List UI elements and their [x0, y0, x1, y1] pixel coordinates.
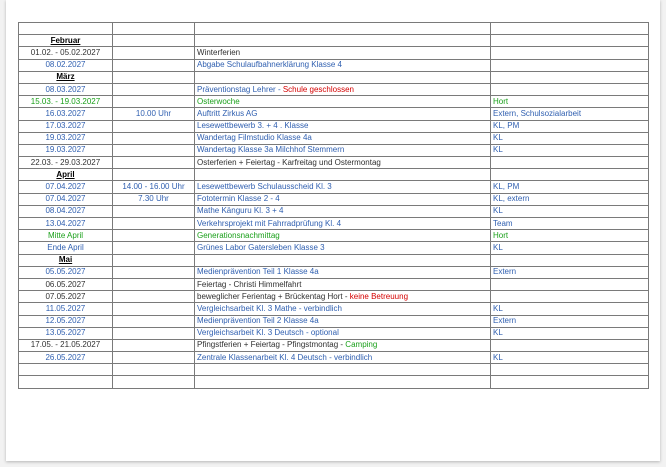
- cell-text: 08.04.2027: [45, 206, 86, 216]
- month-heading: Februar: [50, 35, 81, 45]
- responsible-cell: [491, 278, 649, 290]
- cell-text: Hort: [493, 96, 509, 106]
- responsible-cell: [491, 157, 649, 169]
- cell-text: KL: [493, 242, 503, 252]
- responsible-cell: [491, 376, 649, 388]
- event-cell: [195, 157, 491, 169]
- cell-text: beweglicher Ferientag + Brückentag Hort -: [197, 291, 350, 301]
- cell-text: Feiertag - Christi Himmelfahrt: [197, 279, 302, 289]
- event-cell: [195, 315, 491, 327]
- event-cell: [195, 291, 491, 303]
- date-cell: [19, 254, 113, 266]
- responsible-cell: [491, 230, 649, 242]
- responsible-cell: [491, 83, 649, 95]
- cell-text: 13.05.2027: [45, 328, 86, 338]
- responsible-cell: [491, 35, 649, 47]
- cell-text: Osterferien + Feiertag - Karfreitag und Ostermontag: [197, 157, 381, 167]
- date-cell: [19, 157, 113, 169]
- schedule-table-body: [19, 23, 649, 389]
- cell-text: Vergleichsarbeit Kl. 3 Deutsch - optional: [197, 328, 339, 338]
- cell-text: 14.00 - 16.00 Uhr: [122, 182, 185, 192]
- responsible-cell: [491, 47, 649, 59]
- cell-text: keine Betreuung: [349, 291, 409, 301]
- cell-text: KL: [493, 145, 503, 155]
- time-cell: [113, 254, 195, 266]
- event-cell: [195, 266, 491, 278]
- cell-text: Extern: [493, 267, 517, 277]
- event-cell: [195, 278, 491, 290]
- table-row: [19, 364, 649, 376]
- table-row: [19, 47, 649, 59]
- responsible-cell: [491, 108, 649, 120]
- cell-text: 08.02.2027: [45, 60, 86, 70]
- schedule-table: [18, 22, 649, 389]
- event-cell: [195, 230, 491, 242]
- responsible-cell: [491, 254, 649, 266]
- table-row: [19, 327, 649, 339]
- table-row: [19, 291, 649, 303]
- document-page: [6, 0, 660, 461]
- month-header-row: [19, 35, 649, 47]
- month-header-row: [19, 71, 649, 83]
- time-cell: [113, 278, 195, 290]
- cell-text: 07.04.2027: [45, 194, 86, 204]
- table-row: [19, 23, 649, 35]
- date-cell: [19, 242, 113, 254]
- date-cell: [19, 144, 113, 156]
- cell-text: 22.03. - 29.03.2027: [30, 157, 101, 167]
- date-cell: [19, 339, 113, 351]
- table-row: [19, 83, 649, 95]
- event-cell: [195, 96, 491, 108]
- cell-text: 17.05. - 21.05.2027: [30, 340, 101, 350]
- table-row: [19, 193, 649, 205]
- time-cell: [113, 169, 195, 181]
- cell-text: 10.00 Uhr: [135, 108, 172, 118]
- cell-text: 06.05.2027: [45, 279, 86, 289]
- table-row: [19, 108, 649, 120]
- cell-text: Team: [493, 218, 513, 228]
- event-cell: [195, 242, 491, 254]
- cell-text: Schule geschlossen: [282, 84, 354, 94]
- time-cell: [113, 47, 195, 59]
- cell-text: 08.03.2027: [45, 84, 86, 94]
- cell-text: 17.03.2027: [45, 121, 86, 131]
- cell-text: KL, PM: [493, 121, 520, 131]
- responsible-cell: [491, 205, 649, 217]
- cell-text: Mitte April: [47, 230, 84, 240]
- table-row: [19, 144, 649, 156]
- date-cell: [19, 303, 113, 315]
- event-cell: [195, 108, 491, 120]
- time-cell: [113, 144, 195, 156]
- cell-text: Abgabe Schulaufbahnerklärung Klasse 4: [197, 60, 342, 70]
- date-cell: [19, 108, 113, 120]
- event-cell: [195, 193, 491, 205]
- table-row: [19, 59, 649, 71]
- table-row: [19, 230, 649, 242]
- date-cell: [19, 83, 113, 95]
- event-cell: [195, 364, 491, 376]
- cell-text: Hort: [493, 230, 509, 240]
- date-cell: [19, 291, 113, 303]
- table-row: [19, 266, 649, 278]
- cell-text: 01.02. - 05.02.2027: [30, 47, 101, 57]
- event-cell: [195, 218, 491, 230]
- time-cell: [113, 291, 195, 303]
- responsible-cell: [491, 96, 649, 108]
- table-row: [19, 96, 649, 108]
- time-cell: [113, 59, 195, 71]
- cell-text: 13.04.2027: [45, 218, 86, 228]
- cell-text: Fototermin Klasse 2 - 4: [197, 194, 280, 204]
- time-cell: [113, 242, 195, 254]
- table-row: [19, 352, 649, 364]
- time-cell: [113, 71, 195, 83]
- cell-text: 19.03.2027: [45, 133, 86, 143]
- time-cell: [113, 339, 195, 351]
- cell-text: Medienprävention Teil 1 Klasse 4a: [197, 267, 319, 277]
- event-cell: [195, 83, 491, 95]
- cell-text: Präventionstag Lehrer -: [197, 84, 283, 94]
- cell-text: 15.03. - 19.03.2027: [30, 96, 101, 106]
- date-cell: [19, 364, 113, 376]
- table-row: [19, 315, 649, 327]
- cell-text: Extern, Schulsozialarbeit: [493, 108, 582, 118]
- event-cell: [195, 35, 491, 47]
- responsible-cell: [491, 352, 649, 364]
- time-cell: [113, 157, 195, 169]
- date-cell: [19, 132, 113, 144]
- responsible-cell: [491, 266, 649, 278]
- cell-text: KL: [493, 303, 503, 313]
- event-cell: [195, 352, 491, 364]
- event-cell: [195, 169, 491, 181]
- cell-text: Camping: [345, 340, 378, 350]
- cell-text: 05.05.2027: [45, 267, 86, 277]
- date-cell: [19, 327, 113, 339]
- cell-text: 07.04.2027: [45, 182, 86, 192]
- responsible-cell: [491, 132, 649, 144]
- time-cell: [113, 364, 195, 376]
- table-row: [19, 120, 649, 132]
- table-row: [19, 132, 649, 144]
- event-cell: [195, 376, 491, 388]
- time-cell: [113, 218, 195, 230]
- responsible-cell: [491, 242, 649, 254]
- month-heading: März: [56, 72, 75, 82]
- cell-text: 11.05.2027: [45, 303, 86, 313]
- cell-text: Ende April: [47, 242, 84, 252]
- responsible-cell: [491, 291, 649, 303]
- responsible-cell: [491, 181, 649, 193]
- cell-text: KL: [493, 206, 503, 216]
- time-cell: [113, 205, 195, 217]
- date-cell: [19, 352, 113, 364]
- date-cell: [19, 47, 113, 59]
- cell-text: Pfingstferien + Feiertag - Pfingstmontag -: [197, 340, 346, 350]
- event-cell: [195, 47, 491, 59]
- cell-text: Extern: [493, 316, 517, 326]
- cell-text: 19.03.2027: [45, 145, 86, 155]
- date-cell: [19, 266, 113, 278]
- responsible-cell: [491, 59, 649, 71]
- time-cell: [113, 315, 195, 327]
- table-row: [19, 376, 649, 388]
- cell-text: Lesewettbewerb 3. + 4 . Klasse: [197, 121, 309, 131]
- responsible-cell: [491, 364, 649, 376]
- time-cell: [113, 230, 195, 242]
- table-row: [19, 303, 649, 315]
- cell-text: Auftritt Zirkus AG: [197, 108, 258, 118]
- table-row: [19, 242, 649, 254]
- table-row: [19, 218, 649, 230]
- date-cell: [19, 59, 113, 71]
- time-cell: [113, 35, 195, 47]
- date-cell: [19, 376, 113, 388]
- table-row: [19, 205, 649, 217]
- cell-text: Vergleichsarbeit Kl. 3 Mathe - verbindlich: [197, 303, 342, 313]
- time-cell: [113, 96, 195, 108]
- date-cell: [19, 181, 113, 193]
- time-cell: [113, 266, 195, 278]
- responsible-cell: [491, 120, 649, 132]
- responsible-cell: [491, 71, 649, 83]
- time-cell: [113, 327, 195, 339]
- month-header-row: [19, 169, 649, 181]
- cell-text: Medienprävention Teil 2 Klasse 4a: [197, 316, 319, 326]
- time-cell: [113, 303, 195, 315]
- responsible-cell: [491, 339, 649, 351]
- event-cell: [195, 120, 491, 132]
- table-row: [19, 157, 649, 169]
- responsible-cell: [491, 23, 649, 35]
- date-cell: [19, 205, 113, 217]
- cell-text: KL, PM: [493, 182, 520, 192]
- responsible-cell: [491, 144, 649, 156]
- cell-text: KL: [493, 352, 503, 362]
- date-cell: [19, 315, 113, 327]
- cell-text: Zentrale Klassenarbeit Kl. 4 Deutsch - verbindlich: [197, 352, 373, 362]
- event-cell: [195, 254, 491, 266]
- table-row: [19, 181, 649, 193]
- event-cell: [195, 339, 491, 351]
- time-cell: [113, 108, 195, 120]
- cell-text: Osterwoche: [197, 96, 240, 106]
- date-cell: [19, 96, 113, 108]
- cell-text: 16.03.2027: [45, 108, 86, 118]
- time-cell: [113, 23, 195, 35]
- date-cell: [19, 169, 113, 181]
- cell-text: 12.05.2027: [45, 316, 86, 326]
- cell-text: KL, extern: [493, 194, 530, 204]
- event-cell: [195, 23, 491, 35]
- month-heading: Mai: [58, 255, 73, 265]
- responsible-cell: [491, 218, 649, 230]
- date-cell: [19, 193, 113, 205]
- cell-text: Winterferien: [197, 47, 241, 57]
- responsible-cell: [491, 315, 649, 327]
- time-cell: [113, 83, 195, 95]
- cell-text: Mathe Känguru Kl. 3 + 4: [197, 206, 284, 216]
- cell-text: Verkehrsprojekt mit Fahrradprüfung Kl. 4: [197, 218, 342, 228]
- cell-text: 07.05.2027: [45, 291, 86, 301]
- event-cell: [195, 205, 491, 217]
- month-header-row: [19, 254, 649, 266]
- event-cell: [195, 59, 491, 71]
- cell-text: Wandertag Filmstudio Klasse 4a: [197, 133, 312, 143]
- date-cell: [19, 230, 113, 242]
- event-cell: [195, 132, 491, 144]
- time-cell: [113, 132, 195, 144]
- event-cell: [195, 327, 491, 339]
- date-cell: [19, 23, 113, 35]
- table-row: [19, 339, 649, 351]
- time-cell: [113, 120, 195, 132]
- time-cell: [113, 193, 195, 205]
- responsible-cell: [491, 327, 649, 339]
- date-cell: [19, 71, 113, 83]
- cell-text: Lesewettbewerb Schulausscheid Kl. 3: [197, 182, 332, 192]
- cell-text: Generationsnachmittag: [197, 230, 280, 240]
- time-cell: [113, 376, 195, 388]
- event-cell: [195, 181, 491, 193]
- cell-text: KL: [493, 133, 503, 143]
- event-cell: [195, 144, 491, 156]
- date-cell: [19, 278, 113, 290]
- time-cell: [113, 352, 195, 364]
- cell-text: 7.30 Uhr: [138, 194, 169, 204]
- event-cell: [195, 303, 491, 315]
- time-cell: [113, 181, 195, 193]
- cell-text: Grünes Labor Gatersleben Klasse 3: [197, 242, 325, 252]
- cell-text: Wandertag Klasse 3a Milchhof Stemmern: [197, 145, 345, 155]
- month-heading: April: [56, 169, 75, 179]
- responsible-cell: [491, 193, 649, 205]
- responsible-cell: [491, 169, 649, 181]
- table-row: [19, 278, 649, 290]
- date-cell: [19, 35, 113, 47]
- event-cell: [195, 71, 491, 83]
- date-cell: [19, 218, 113, 230]
- cell-text: KL: [493, 328, 503, 338]
- cell-text: 26.05.2027: [45, 352, 86, 362]
- date-cell: [19, 120, 113, 132]
- responsible-cell: [491, 303, 649, 315]
